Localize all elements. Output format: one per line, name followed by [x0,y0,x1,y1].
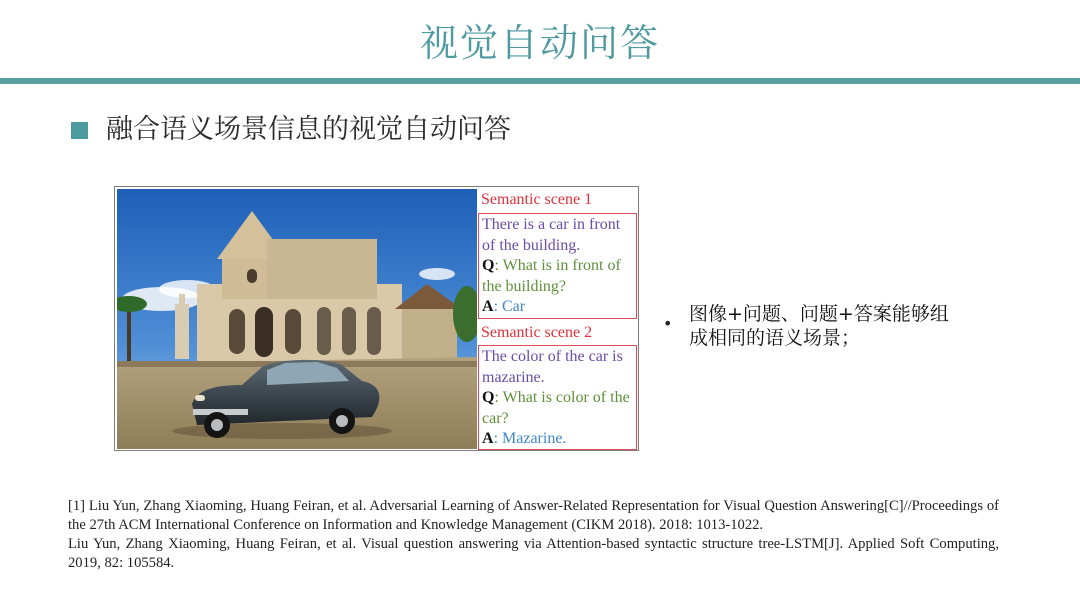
scene2-answer [482,429,634,450]
a-key: A [482,430,494,447]
building-car-photo [117,189,477,449]
reference-item: Liu Yun, Zhang Xiaoming, Huang Feiran, et al. Visual question answering via Attention-based syntactic structure tree-LSTM[J]. Applied Soft Computing, 2019, 82: 105584. [68,536,999,571]
scene2-label: Semantic scene 2 [481,324,593,341]
scene2-question [482,388,634,429]
scene2-statement: The color of the car is mazarine. [482,348,623,386]
q-key: Q [482,389,495,406]
scene1-question-text: : What is in front of the building? [482,257,621,295]
q-key: Q [482,257,495,274]
references [68,497,999,573]
side-bullet-icon: • [663,314,673,333]
title-divider [0,78,1080,84]
scene1-answer [482,297,634,318]
a-key: A [482,298,494,315]
scene1-question [482,256,634,297]
vqa-figure [114,186,639,451]
square-bullet-icon [71,122,88,139]
scene1-statement: There is a car in front of the building. [482,216,621,254]
scene1-qa-box [478,213,637,319]
scene1-answer-text: : Car [493,298,526,315]
slide-title: 视觉自动问答 [419,21,660,65]
scene2-question-text: : What is color of the car? [482,389,630,427]
semantic-scene-panel [478,187,639,450]
scene1-label: Semantic scene 1 [481,191,593,208]
scene2-qa-box [478,345,637,450]
photo-illustration [117,189,477,449]
side-note-text: 图像+问题、问题+答案能够组成相同的语义场景； [689,303,949,349]
reference-item: [1] Liu Yun, Zhang Xiaoming, Huang Feiran, et al. Adversarial Learning of Answer-Related Representation for Visual Question Answering[C]//Proceedings of the 27th ACM International Conference on Information and Knowledge Management (CIKM 2018). 2018: 1013-1022. [68,498,999,533]
bullet-heading: 融合语义场景信息的视觉自动问答 [106,114,511,145]
scene2-answer-text: : Mazarine. [493,430,567,447]
